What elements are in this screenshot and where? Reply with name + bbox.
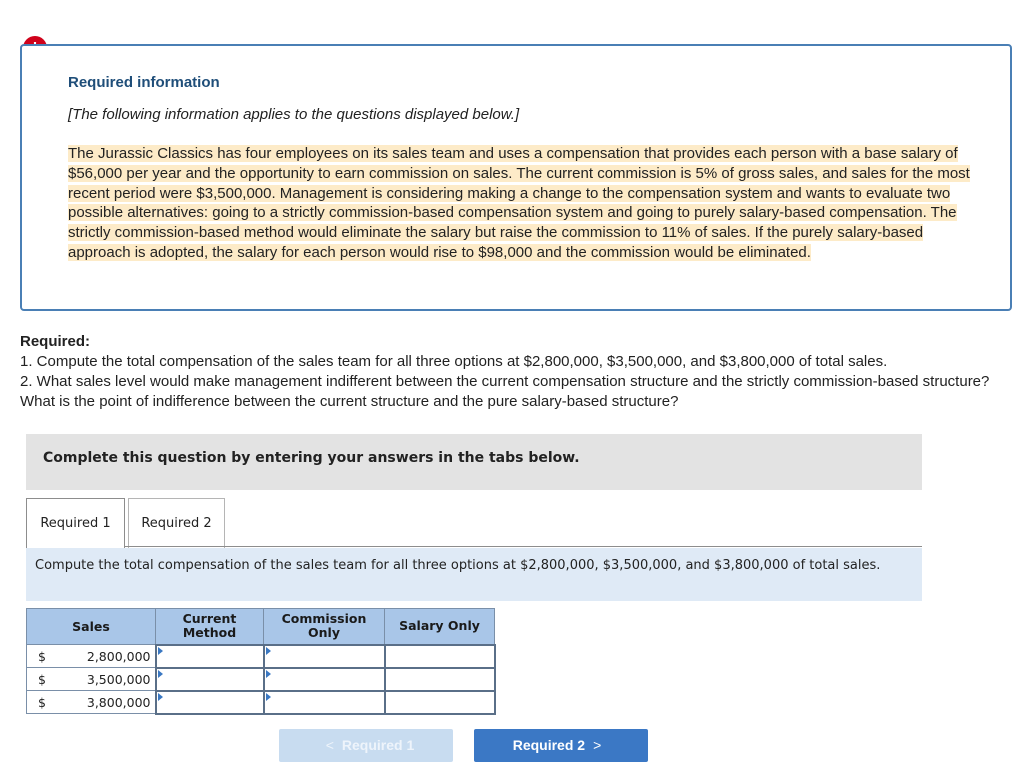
tab-divider [124,546,922,547]
header-current-method: Current Method [156,609,264,645]
commission-only-input[interactable] [264,668,385,691]
prev-button[interactable] [279,729,453,762]
tab-required-1[interactable]: Required 1 [26,498,125,549]
currency-symbol: $ [27,691,57,714]
input-marker-icon [266,693,271,701]
commission-only-field[interactable] [265,646,384,667]
input-marker-icon [266,647,271,655]
current-method-input[interactable] [156,691,264,714]
info-title: Required information [68,74,220,91]
current-method-field[interactable] [157,646,263,667]
header-salary-only: Salary Only [385,609,495,645]
next-button-label: Required 2 [512,737,586,753]
info-subtitle: [The following information applies to the questions displayed below.] [68,106,520,123]
banner-text: Complete this question by entering your answers in the tabs below. [43,450,580,466]
salary-only-input[interactable] [385,691,495,714]
current-method-field[interactable] [157,692,263,713]
current-method-input[interactable] [156,668,264,691]
sales-amount: 3,500,000 [57,668,156,691]
highlighted-text: The Jurassic Classics has four employees on its sales team and uses a compensation that provides each person with a base salary of $56,000 per year and the opportunity to earn commission on sales. The current commission is 5% of gross sales, and sales for the most recent period were $3,500,000. Management is considering making a change to the compensation system and wants to evaluate two possible alternatives: going to a strictly commission-based compensation system and going to purely salary-based compensation. The strictly commission-based method would eliminate the salary but raise the commission to 11% of sales. If the purely salary-based approach is adopted, the salary for each person would rise to $98,000 and the commission would be eliminated. [68,145,970,261]
instruction-text: Compute the total compensation of the sales team for all three options at $2,800,000, $3,500,000, and $3,800,000 of total sales. [35,558,881,573]
currency-symbol: $ [27,668,57,691]
required-section [20,332,1010,412]
chevron-right-icon: > [593,737,602,753]
required-item-2: 2. What sales level would make management indifferent between the current compensation structure and the strictly commission-based structure? What is the point of indifference between the current structure and the pure salary-based structure? [20,373,990,410]
chevron-left-icon: < [325,737,334,753]
table-row [27,691,495,714]
required-information-box [20,44,1012,311]
info-paragraph [68,144,978,263]
salary-only-input[interactable] [385,645,495,668]
salary-only-field[interactable] [386,692,494,713]
table-row [27,668,495,691]
sales-amount: 3,800,000 [57,691,156,714]
input-marker-icon [158,647,163,655]
current-method-field[interactable] [157,669,263,690]
header-commission-only: Commission Only [264,609,385,645]
input-marker-icon [266,670,271,678]
required-heading: Required: [20,333,91,350]
header-sales: Sales [27,609,156,645]
salary-only-input[interactable] [385,668,495,691]
complete-question-banner [26,434,922,490]
salary-only-field[interactable] [386,669,494,690]
table-row [27,645,495,668]
instruction-box [26,548,922,601]
currency-symbol: $ [27,645,57,668]
input-marker-icon [158,670,163,678]
next-button[interactable] [474,729,648,762]
input-marker-icon [158,693,163,701]
current-method-input[interactable] [156,645,264,668]
commission-only-input[interactable] [264,645,385,668]
compensation-table [26,608,496,715]
commission-only-input[interactable] [264,691,385,714]
tab-required-2[interactable]: Required 2 [128,498,225,548]
prev-button-label: Required 1 [341,737,415,753]
commission-only-field[interactable] [265,692,384,713]
sales-amount: 2,800,000 [57,645,156,668]
required-item-1: 1. Compute the total compensation of the sales team for all three options at $2,800,000, $3,500,000, and $3,800,000 of total sales. [20,353,888,370]
commission-only-field[interactable] [265,669,384,690]
salary-only-field[interactable] [386,646,494,667]
